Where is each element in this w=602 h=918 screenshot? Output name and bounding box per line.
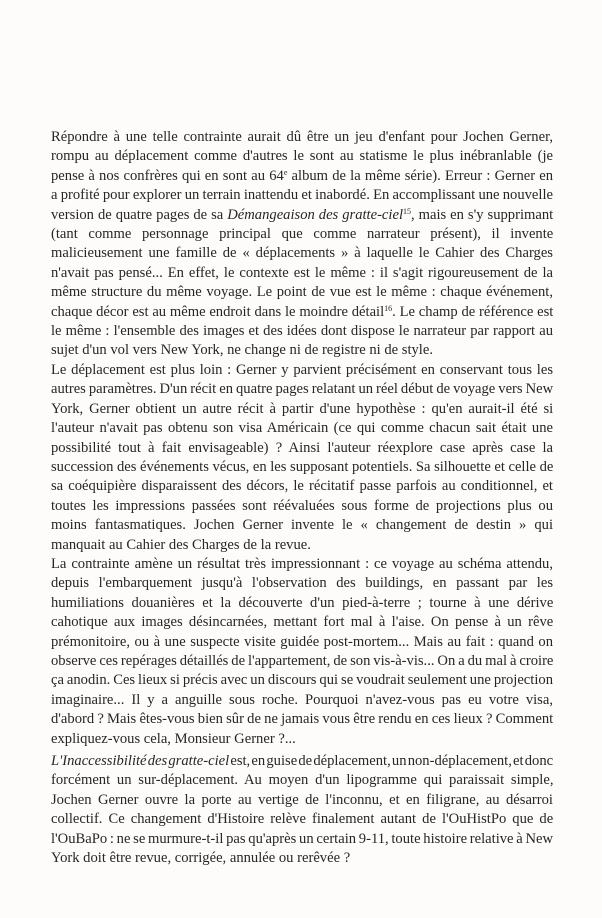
text-line: le même : l'ensemble des images et des idées dont dispose le narrateur par rapport au — [51, 323, 553, 340]
text-line: a profité pour explorer un terrain inattendu et inabordé. En accomplissant une nouvelle — [51, 187, 553, 204]
text-line: version de quatre pages de sa Démangeaison des gratte-ciel$^{15}$, mais en s'y supprimant — [51, 206, 553, 223]
text-line: Jochen Gerner ouvre la porte au vertige de l'inconnu, et en filigrane, au désarroi — [51, 791, 553, 808]
text-line: (tant comme personnage principal que comme narrateur présent), il invente — [51, 226, 553, 243]
footnote-marker: 16 — [384, 303, 393, 313]
text-line: L'Inaccessibilité des gratte-ciel est, en guise de déplacement, un non-déplacement, et donc — [51, 753, 553, 769]
text-line: imaginaire... Il y a anguille sous roche. Pourquoi n'avez-vous pas eu votre visa, — [51, 691, 553, 708]
text-line: humiliations douanières et la découverte d'un pied-à-terre ; tourne à une dérive — [51, 594, 553, 611]
paragraph-1 — [51, 128, 553, 361]
book-title: Démangeaison des gratte-ciel — [227, 206, 403, 223]
text-line: cahotique aux images désincarnées, mettant fort mal à l'aise. On pense à un rêve — [51, 614, 553, 631]
superscript: e — [283, 167, 288, 177]
text-line: autres paramètres. D'un récit en quatre pages relatant un réel début de voyage vers New — [51, 381, 553, 398]
text-line: ça anodin. Ces lieux si précis avec un discours qui se voudrait seulement une projection — [51, 672, 553, 689]
text-line: sa coéquipière disparaissent des décors, le récitatif passe parfois au conditionnel, et — [51, 478, 553, 495]
text-line: pense à nos confrères qui en sont au 64e album de la même série). Erreur : Gerner en — [51, 167, 553, 184]
paragraph-3 — [51, 555, 553, 749]
text-line: rompu au déplacement comme d'autres le sont au statisme le plus inébranlable (je — [51, 148, 553, 165]
text-line: n'avait pas pensé... En effet, le contexte est le même : il s'agit rigoureusement de la — [51, 264, 553, 281]
text-line: York doit être revue, corrigée, annulée ou rerêvée ? — [51, 850, 351, 867]
text-line: l'auteur n'avait pas obtenu son visa Américain (ce qui comme chacun sait était une — [51, 420, 553, 437]
text-line: succession des événements vécus, en les supposant potentiels. Sa silhouette et celle de — [51, 459, 553, 476]
text-line: sujet d'un vol vers New York, ne change ni de registre ni de style. — [51, 342, 433, 359]
text-line: l'OuBaPo : ne se murmure-t-il pas qu'après un certain 9-11, toute histoire relative à New — [51, 830, 553, 847]
text-line: toutes les impressions passées sont réévaluées sous forme de projections plus ou — [51, 497, 553, 514]
text-line: chaque décor est au même endroit dans le moindre détail$^{16}$. Le champ de référence est — [51, 303, 553, 320]
text-line: observe ces repérages détaillés de l'appartement, de son vis-à-vis... On a du mal à croire — [51, 653, 553, 670]
text-line: manquait au Cahier des Charges de la revue. — [51, 536, 311, 553]
text-line: même structure du même voyage. Le point de vue est le même : chaque événement, — [51, 284, 553, 301]
text-line: malicieusement une famille de « déplacements » à laquelle le Cahier des Charges — [51, 245, 553, 262]
text-line: d'abord ? Mais êtes-vous bien sûr de ne jamais vous être rendu en ces lieux ? Comment — [51, 711, 553, 728]
text-line: Le déplacement est plus loin : Gerner y parvient précisément en conservant tous les — [51, 362, 553, 378]
text-line: prémonitoire, ou à une suspecte visite guidée post-mortem... Mais au fait : quand on — [51, 633, 553, 650]
footnote-marker: 15 — [403, 206, 411, 216]
text-line: expliquez-vous cela, Monsieur Gerner ?... — [51, 730, 296, 747]
text-line: collectif. Ce changement d'Histoire relève finalement autant de l'OuHistPo que de — [51, 811, 553, 828]
book-title: L'Inaccessibilité des gratte-ciel — [51, 753, 230, 769]
text-line: Répondre à une telle contrainte aurait dû être un jeu d'enfant pour Jochen Gerner, — [51, 129, 553, 145]
text-line: forcément un sur-déplacement. Au moyen d'un lipogramme qui paraissait simple, — [51, 772, 553, 789]
text-line: La contrainte amène un résultat très impressionnant : ce voyage au schéma attendu, — [51, 556, 553, 572]
text-line: possibilité tout à fait envisageable) ? Ainsi l'auteur réexplore case après case la — [51, 439, 553, 456]
paragraph-2 — [51, 361, 553, 555]
text-line: moins fantasmatiques. Jochen Gerner invente le « changement de destin » qui — [51, 517, 553, 534]
text-line: depuis l'embarquement jusqu'à l'observation des buildings, en passant par les — [51, 575, 553, 592]
paragraph-4 — [51, 752, 553, 868]
text-line: York, Gerner obtient un autre récit à partir d'une hypothèse : qu'en aurait-il été si — [51, 400, 553, 417]
